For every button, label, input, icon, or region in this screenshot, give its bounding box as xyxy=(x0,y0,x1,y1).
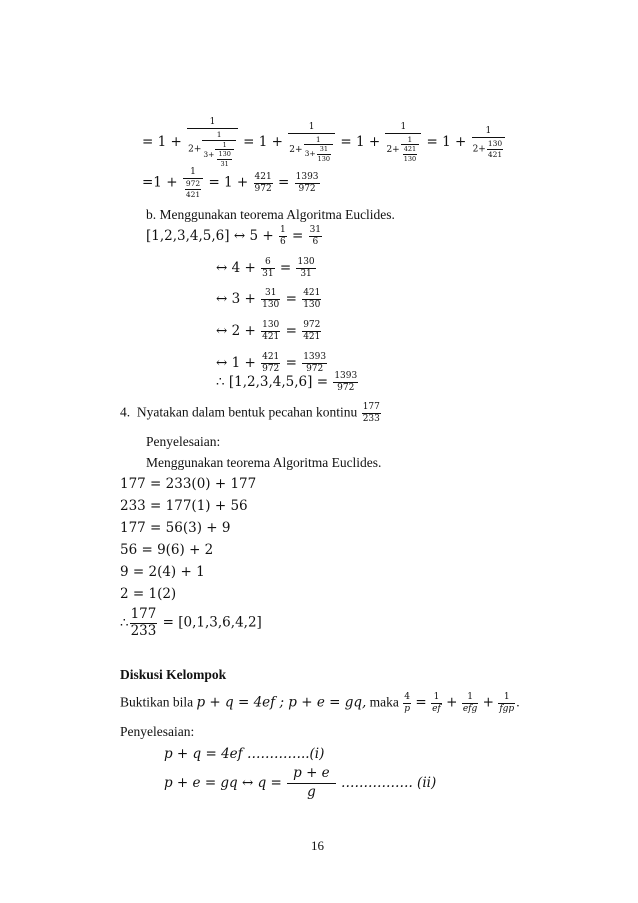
part-b-row-2: ↔ 3 + $\frac{31}{130}$ = $\frac{421}{130}$ xyxy=(216,288,321,310)
cf-term-1: 1 2+ 1 3+ $\frac{1}{\frac{130}{31}}$ xyxy=(187,118,238,167)
discussion-solution-label: Penyelesaian: xyxy=(120,724,195,739)
discussion-title: Diskusi Kelompok xyxy=(120,667,227,682)
euclid-step: 9 = 2(4) + 1 xyxy=(120,564,205,580)
part-b-conclusion: ∴ [1,2,3,4,5,6] = $\frac{1393}{972}$ xyxy=(216,371,358,393)
euclid-step: 177 = 233(0) + 177 xyxy=(120,476,257,492)
part-b-row-0: [1,2,3,4,5,6] ↔ 5 + $\frac{1}{6}$ = $\frac{31}{6}$ xyxy=(146,225,322,247)
part-b-row-1: ↔ 4 + $\frac{6}{31}$ = $\frac{130}{31}$ xyxy=(216,257,315,279)
cf-term-2: 1 2+ 1 3+ $\frac{31}{130}$ xyxy=(288,123,335,163)
cf-term-3: 1 2+ $\frac{1}{\frac{421}{130}}$ xyxy=(385,123,421,163)
discussion-statement: Buktikan bila p + q = 4ef ; p + e = gq, maka $\frac{4}{p}$ = $\frac{1}{ef}$ + $\frac{1}{\text{efg}}$ + $\frac{1}{\text{fgp}}$ . xyxy=(120,692,520,714)
cf-term-4: 1 2+ $\frac{130}{421}$ xyxy=(472,127,506,158)
cf-integer: 1 + xyxy=(355,134,381,150)
equation-i: p + q = 4ef …………..(i) xyxy=(164,746,325,762)
solution-label: Penyelesaian: xyxy=(146,434,221,449)
equation-ii: p + e = gq ↔ q = $\frac{p + e}{g}$ ……………. (ii) xyxy=(164,765,437,800)
problem-number: 4. xyxy=(120,404,131,420)
part-b-heading: b. Menggunakan teorema Algoritma Euclides. xyxy=(146,207,395,222)
cf-integer: 1 + xyxy=(157,134,182,150)
method-text: Menggunakan teorema Algoritma Euclides. xyxy=(146,455,382,470)
equals-sign: = xyxy=(243,134,255,150)
cf-row-2: =1 + $\frac{1}{\frac{972}{421}}$ = 1 + $\frac{421}{972}$ = $\frac{1393}{972}$ xyxy=(142,167,319,199)
problem-4: 4. Nyatakan dalam bentuk pecahan kontinu $\frac{177}{233}$ xyxy=(120,402,380,424)
equals-sign: = xyxy=(426,134,438,150)
cf-row-1 xyxy=(142,118,506,168)
problem-4-conclusion: ∴ $\frac{177}{233}$ = [0,1,3,6,4,2] xyxy=(120,606,262,639)
equals-sign: = xyxy=(142,134,154,150)
euclid-step: 233 = 177(1) + 56 xyxy=(120,498,248,514)
euclid-step: 2 = 1(2) xyxy=(120,586,177,602)
problem-text: Nyatakan dalam bentuk pecahan kontinu xyxy=(136,404,358,420)
equals-sign: = xyxy=(340,134,352,150)
cf-term: $\frac{1}{\frac{972}{421}}$ xyxy=(183,168,203,198)
euclid-step: 56 = 9(6) + 2 xyxy=(120,542,214,558)
part-b-row-4: ↔ 1 + $\frac{421}{972}$ = $\frac{1393}{972}$ xyxy=(216,352,327,374)
cf-integer: 1 + xyxy=(442,134,467,150)
page-number: 16 xyxy=(311,838,324,853)
part-b-row-3: ↔ 2 + $\frac{130}{421}$ = $\frac{972}{421}$ xyxy=(216,320,321,342)
cf-integer: 1 + xyxy=(258,134,283,150)
euclid-step: 177 = 56(3) + 9 xyxy=(120,520,231,536)
